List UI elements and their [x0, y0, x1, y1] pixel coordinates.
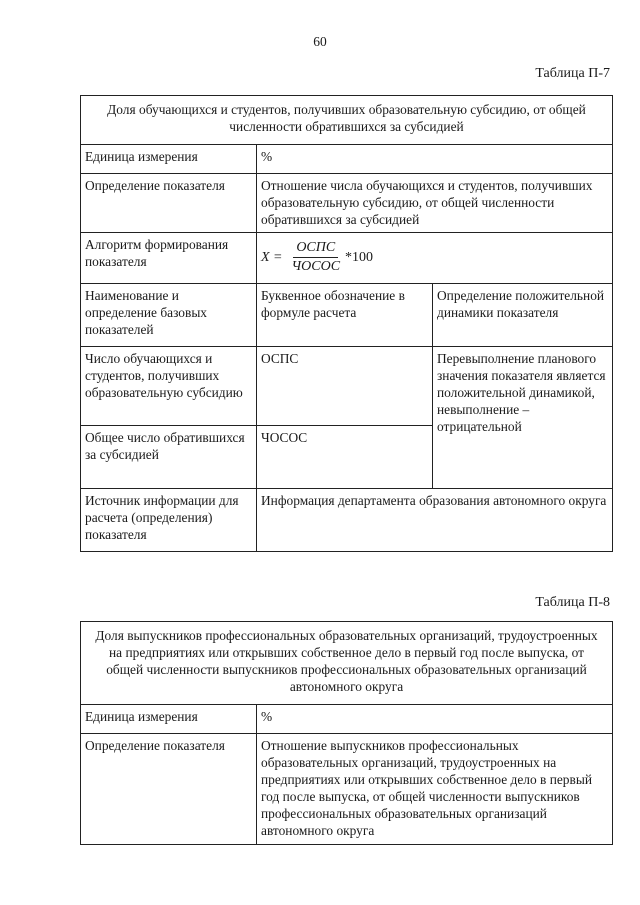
definition-value: Отношение выпускников профессиональных образовательных организаций, трудоустроенных на предприятиях или открывших собственное дело в первый год после выпуска, от общей численности выпускников профессиональных образовательных организаций автономного округа — [257, 734, 613, 845]
table-row — [81, 489, 613, 552]
formula-denominator: ЧОСОС — [291, 259, 341, 274]
dynamics-definition: Перевыполнение планового значения показателя является положительной динамикой, невыполнение – отрицательной — [433, 347, 613, 489]
formula-numerator: ОСПС — [293, 240, 338, 258]
header-col3: Определение положительной динамики показателя — [433, 284, 613, 347]
definition-label: Определение показателя — [81, 734, 257, 845]
formula-multiplier: *100 — [345, 250, 374, 265]
base-indicator-symbol: ОСПС — [257, 347, 433, 426]
table-p8 — [80, 621, 613, 845]
table-row — [81, 705, 613, 734]
formula-fraction — [289, 240, 344, 275]
table-row — [81, 174, 613, 233]
unit-label: Единица измерения — [81, 145, 257, 174]
unit-value: % — [257, 705, 613, 734]
table-p7 — [80, 95, 613, 552]
definition-label: Определение показателя — [81, 174, 257, 233]
table-p7-label: Таблица П-7 — [535, 66, 610, 81]
table-row — [81, 347, 613, 426]
table-p8-title: Доля выпускников профессиональных образовательных организаций, трудоустроенных на предприятиях или открывших собственное дело в первый год после выпуска, от общей численности выпускников профессиональных образовательных организаций автономного округа — [81, 622, 613, 705]
header-col2: Буквенное обозначение в формуле расчета — [257, 284, 433, 347]
definition-value: Отношение числа обучающихся и студентов, получивших образовательную субсидию, от общей численности обратившихся за субсидией — [257, 174, 613, 233]
formula-lhs: X = — [261, 250, 283, 265]
unit-value: % — [257, 145, 613, 174]
table-row — [81, 145, 613, 174]
header-col1: Наименование и определение базовых показателей — [81, 284, 257, 347]
table-header-row — [81, 284, 613, 347]
table-p7-title-row — [81, 96, 613, 145]
formula-cell — [257, 233, 613, 284]
table-row — [81, 734, 613, 845]
base-indicator-name: Общее число обратившихся за субсидией — [81, 426, 257, 489]
table-row — [81, 233, 613, 284]
base-indicator-symbol: ЧОСОС — [257, 426, 433, 489]
unit-label: Единица измерения — [81, 705, 257, 734]
source-label: Источник информации для расчета (определения) показателя — [81, 489, 257, 552]
base-indicator-name: Число обучающихся и студентов, получивших образовательную субсидию — [81, 347, 257, 426]
page-number: 60 — [313, 34, 327, 49]
algorithm-label: Алгоритм формирования показателя — [81, 233, 257, 284]
table-p7-title: Доля обучающихся и студентов, получивших образовательную субсидию, от общей численности обратившихся за субсидией — [81, 96, 613, 145]
table-p8-title-row — [81, 622, 613, 705]
source-value: Информация департамента образования автономного округа — [257, 489, 613, 552]
table-p8-label: Таблица П-8 — [535, 595, 610, 610]
formula — [261, 236, 608, 275]
